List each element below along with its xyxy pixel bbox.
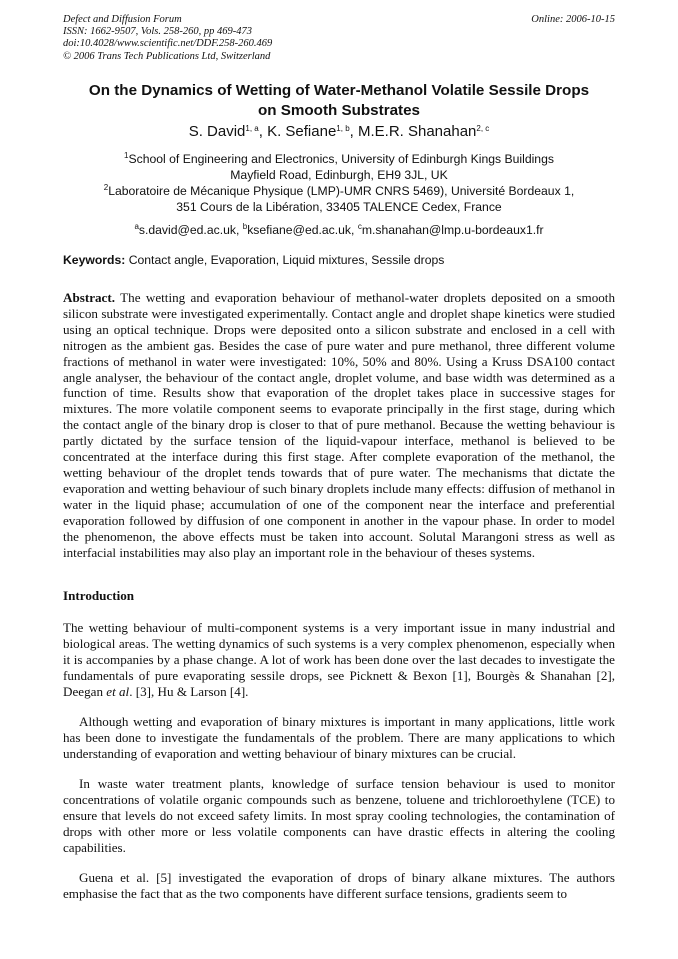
affiliations xyxy=(40,151,638,215)
affiliation-sup: 2 xyxy=(103,183,109,192)
keywords-text: Contact angle, Evaporation, Liquid mixtures, Sessile drops xyxy=(128,253,445,267)
email-link[interactable]: ksefiane@ed.ac.uk xyxy=(247,223,352,237)
affiliation-2-address: 351 Cours de la Libération, 33405 TALENCE Cedex, France xyxy=(176,200,502,214)
title-line-1: On the Dynamics of Wetting of Water-Methanol Volatile Sessile Drops xyxy=(88,82,590,99)
affiliation-sup: 1 xyxy=(124,151,129,160)
intro-paragraph-4: Guena et al. [5] investigated the evaporation of drops of binary alkane mixtures. The authors emphasise the fact that as the two components have different surface tensions, gradients seem to xyxy=(63,870,615,901)
intro-paragraph-2: Although wetting and evaporation of binary mixtures is important in many applications, little work has been done to investigate the fundamentals of the problem. There are many applications to which understanding of evaporation and wetting behaviour of binary mixtures can be crucial. xyxy=(63,714,615,761)
paragraph-text: The wetting behaviour of multi-component systems is a very important issue in many industrial and biological areas. The wetting dynamics of such systems is a very complex phenomenon, especially when it is accompanies by a phase change. A lot of work has been done over the last decades to investigate the fundamentals of pure evaporating sessile drops, see Picknett & Bexon [1], Bourgès & Shanahan [2], Deegan xyxy=(63,620,615,699)
paragraph-italic: et al xyxy=(106,683,130,699)
abstract-text: The wetting and evaporation behaviour of methanol-water droplets deposited on a smooth silicon substrate were investigated experimentally. Contact angle and droplet shape kinetics were studied using an optical technique. Drops were deposited onto a silicon substrate and enclosed in a cell with nitrogen as the ambient gas. Besides the case of pure water and pure methanol, three different volume fractions of methanol in water were investigated: 10%, 50% and 80%. Using a Kruss DSA100 contact angle analyser, the behaviour of the contact angle, droplet volume, and base width was determined as a function of time. Results show that evaporation of the droplet takes place in successive stages for mixtures. The more volatile component seems to evaporate principally in the first stage, during which the contact angle of the binary drop is closer to that of pure methanol. Because the wetting behaviour is partly dictated by the surface tension of the liquid-vapour interface, methanol is believed to be concentrated at the interface during this first stage. After complete evaporation of the methanol, the wetting behaviour of the droplet tends towards that of pure water. The mechanisms that dictate the evaporation and wetting behaviour of such binary droplets include many effects: diffusion of methanol in water in the liquid phase; accumulation of one of the component near the interface and preferential evaporation followed by diffusion of one component in another in the vapour phase. In order to model the phenomenon, the above effects must be taken into account. Solutal Marangoni stress as well as interfacial instabilities may also play an important role in the behaviour of theses systems. xyxy=(63,290,615,560)
email-sup: a xyxy=(134,222,139,231)
intro-paragraph-1 xyxy=(63,620,615,700)
author-list: S. David$^{1, a}$, K. Sefiane$^{1, b}$, M.E.R. Shanahan$^{2, c}$ xyxy=(188,123,490,140)
paper-title xyxy=(40,81,638,121)
issn-line: ISSN: 1662-9507, Vols. 258-260, pp 469-473 xyxy=(63,26,252,38)
affiliation-1 xyxy=(40,151,638,167)
copyright-line: © 2006 Trans Tech Publications Ltd, Switzerland xyxy=(63,50,271,62)
author-affil-sup: 1, b xyxy=(336,124,350,133)
title-line-2: on Smooth Substrates xyxy=(257,102,420,119)
keywords xyxy=(63,252,615,268)
author-affil-sup: 1, a xyxy=(245,124,259,133)
abstract xyxy=(63,290,615,560)
author-emails: $^a$s.david@ed.ac.uk, $^b$ksefiane@ed.ac.uk, $^c$m.shanahan@lmp.u-bordeaux1.fr xyxy=(134,222,544,237)
affiliation-text: School of Engineering and Electronics, University of Edinburgh Kings Buildings xyxy=(128,152,554,166)
paragraph-text: . [3], Hu & Larson [4]. xyxy=(129,683,249,699)
email-sup: c xyxy=(357,222,362,231)
email-sup: b xyxy=(242,222,248,231)
abstract-label: Abstract. xyxy=(63,290,115,305)
introduction-heading: Introduction xyxy=(63,588,135,603)
affiliation-1-address: Mayfield Road, Edinburgh, EH9 3JL, UK xyxy=(230,168,448,182)
online-date: Online: 2006-10-15 xyxy=(531,14,615,25)
intro-paragraph-3: In waste water treatment plants, knowledge of surface tension behaviour is used to monitor concentrations of volatile organic compounds such as benzene, toluene and trichloroethylene (TCE) to ensure that levels do not exceed safety limits. In most spray cooling technologies, the contamination of drops with other more or less volatile components can have drastic effects in altering the cooling capabilities. xyxy=(63,776,615,855)
author-name: S. David xyxy=(188,123,246,140)
doi-line[interactable]: doi:10.4028/www.scientific.net/DDF.258-260.469 xyxy=(63,38,273,50)
author-name: K. Sefiane xyxy=(267,123,337,140)
journal-name: Defect and Diffusion Forum xyxy=(63,14,182,25)
affiliation-text: Laboratoire de Mécanique Physique (LMP)-UMR CNRS 5469), Université Bordeaux 1, xyxy=(108,184,575,198)
keywords-label: Keywords: xyxy=(63,253,126,267)
affiliation-2 xyxy=(40,183,638,199)
author-name: M.E.R. Shanahan xyxy=(357,123,477,140)
email-link[interactable]: s.david@ed.ac.uk xyxy=(138,223,236,237)
journal-header xyxy=(63,14,272,63)
author-affil-sup: 2, c xyxy=(476,124,490,133)
email-link[interactable]: m.shanahan@lmp.u-bordeaux1.fr xyxy=(361,223,544,237)
